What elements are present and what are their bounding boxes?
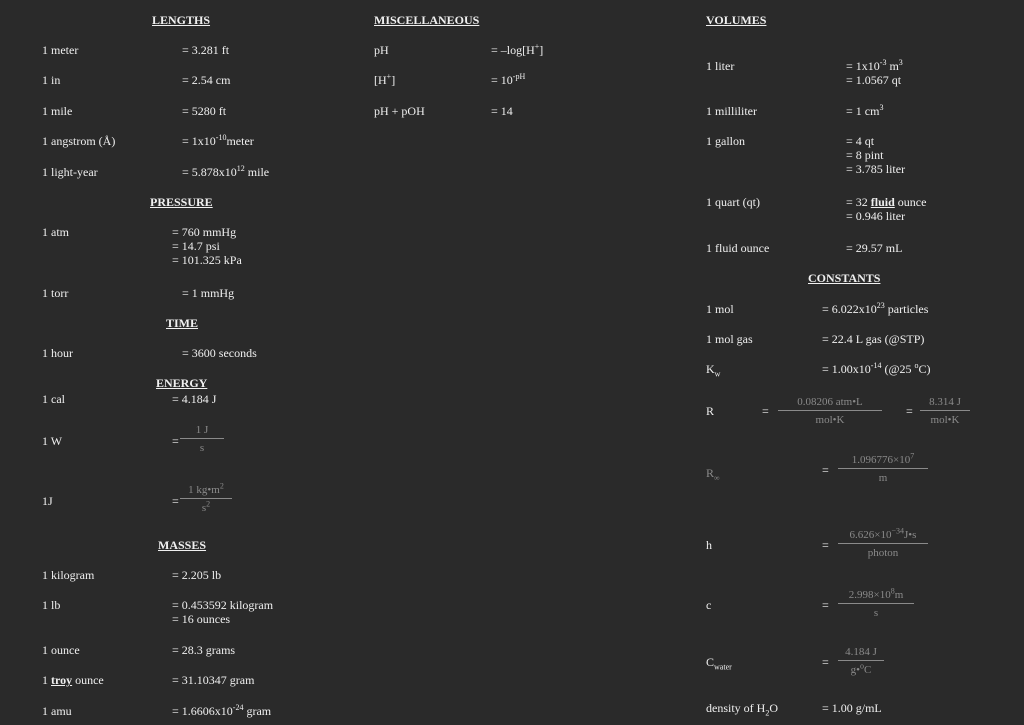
pressure-torr-label: 1 torr bbox=[42, 286, 69, 300]
energy-cal-value: = 4.184 J bbox=[172, 392, 217, 406]
mass-kilogram-label: 1 kilogram bbox=[42, 568, 95, 582]
constant-h-numerator: $6.626\times 10^{-34}J•s$ bbox=[838, 529, 928, 544]
volumes-heading: VOLUMES bbox=[706, 13, 767, 27]
energy-joule-equals: = bbox=[172, 494, 179, 508]
length-inch-value: = 2.54 cm bbox=[182, 73, 231, 87]
volume-liter-qt: = 1.0567 qt bbox=[846, 73, 902, 87]
energy-joule-fraction bbox=[180, 481, 232, 515]
energy-watt-denominator: s bbox=[199, 442, 205, 454]
constant-mol-label: 1 mol bbox=[706, 302, 734, 316]
length-lightyear-label: 1 light-year bbox=[42, 165, 98, 179]
length-mile-value: = 5280 ft bbox=[182, 104, 227, 118]
volume-quart-values bbox=[846, 195, 926, 223]
constant-density-label: density of $H_2O$ bbox=[706, 701, 778, 718]
pressure-atm-kpa: = 101.325 kPa bbox=[172, 253, 242, 267]
misc-hplus-value: = $10^{-pH}$ bbox=[491, 72, 526, 87]
constant-c-numerator: $2.998\times 10^8m$ bbox=[838, 589, 914, 604]
pressure-atm-mmhg: = 760 mmHg bbox=[172, 225, 237, 239]
constant-density-value: = 1.00 g/mL bbox=[822, 701, 882, 715]
constant-rinf-equals: = bbox=[822, 463, 829, 477]
constant-h-denominator: photon bbox=[867, 547, 899, 559]
lengths-heading: LENGTHS bbox=[152, 13, 211, 27]
length-angstrom-value: = $1x10^{-10}meter$ bbox=[182, 133, 254, 148]
pressure-atm-values bbox=[172, 225, 242, 267]
volume-gallon-label: 1 gallon bbox=[706, 134, 745, 148]
constant-cwater-label: $C_{water}$ bbox=[706, 655, 732, 672]
energy-heading: ENERGY bbox=[156, 376, 208, 390]
constant-r-label: R bbox=[706, 404, 715, 418]
mass-kilogram-value: = 2.205 lb bbox=[172, 568, 222, 582]
misc-ph-value: = –log[H+] bbox=[491, 42, 544, 57]
constant-c-fraction bbox=[838, 586, 914, 620]
mass-ounce-label: 1 ounce bbox=[42, 643, 80, 657]
volume-gallon-values bbox=[846, 134, 905, 176]
pressure-heading: PRESSURE bbox=[150, 195, 213, 209]
length-lightyear-value: = $5.878x10^{12}$ mile bbox=[182, 164, 270, 179]
volume-liter-label: 1 liter bbox=[706, 59, 735, 73]
constant-r-fraction-2 bbox=[920, 396, 970, 427]
volume-quart-floz: = 32 fluid ounce bbox=[846, 195, 927, 209]
constant-rinf-label: $R_\infty$ bbox=[706, 466, 720, 483]
constant-kw-label: $K_w$ bbox=[706, 362, 721, 379]
pressure-atm-label: 1 atm bbox=[42, 225, 69, 239]
mass-troy-label: 1 troy ounce bbox=[42, 673, 104, 687]
constant-r-equals-2: = bbox=[906, 404, 913, 418]
time-heading: TIME bbox=[166, 316, 199, 330]
constant-r-numerator-1: 0.08206 atm•L bbox=[778, 396, 882, 411]
length-inch-label: 1 in bbox=[42, 73, 61, 87]
constant-c-denominator: s bbox=[873, 607, 879, 619]
energy-watt-label: 1 W bbox=[42, 434, 63, 448]
volume-floz-label: 1 fluid ounce bbox=[706, 241, 770, 255]
energy-watt-numerator: 1 J bbox=[180, 424, 224, 439]
length-meter-value: = 3.281 ft bbox=[182, 43, 230, 57]
constant-r-denominator-1: mol•K bbox=[815, 414, 845, 426]
mass-pound-label: 1 lb bbox=[42, 598, 61, 612]
constant-h-equals: = bbox=[822, 538, 829, 552]
energy-watt-fraction bbox=[180, 424, 224, 455]
constant-kw-value: = $1.00x10^{-14}$ (@25 $^o$C) bbox=[822, 361, 931, 376]
volume-quart-label: 1 quart (qt) bbox=[706, 195, 760, 209]
energy-joule-denominator: $s^2$ bbox=[201, 499, 211, 514]
constant-cwater-numerator: 4.184 J bbox=[838, 646, 884, 661]
constant-r-denominator-2: mol•K bbox=[930, 414, 960, 426]
mass-troy-value: = 31.10347 gram bbox=[172, 673, 255, 687]
mass-pound-values bbox=[172, 598, 273, 626]
constant-rinf-fraction bbox=[838, 451, 928, 485]
constant-r-numerator-2: 8.314 J bbox=[920, 396, 970, 411]
mass-pound-kg: = 0.453592 kilogram bbox=[172, 598, 274, 612]
misc-heading: MISCELLANEOUS bbox=[374, 13, 480, 27]
volume-ml-value: = 1 $cm^3$ bbox=[846, 103, 884, 118]
constant-r-equals-1: = bbox=[762, 404, 769, 418]
mass-ounce-value: = 28.3 grams bbox=[172, 643, 236, 657]
constant-cwater-equals: = bbox=[822, 655, 829, 669]
constant-rinf-denominator: m bbox=[878, 472, 888, 484]
constant-rinf-numerator: $1.096776\times 10^7$ bbox=[838, 454, 928, 469]
masses-heading: MASSES bbox=[158, 538, 207, 552]
length-meter-label: 1 meter bbox=[42, 43, 79, 57]
constant-mol-value: = $6.022x10^{23}$ particles bbox=[822, 301, 929, 316]
volume-liter-values bbox=[846, 59, 903, 87]
pressure-atm-psi: = 14.7 psi bbox=[172, 239, 220, 253]
time-hour-label: 1 hour bbox=[42, 346, 73, 360]
volume-floz-value: = 29.57 mL bbox=[846, 241, 903, 255]
constant-r-fraction-1 bbox=[778, 396, 882, 427]
volume-ml-label: 1 milliliter bbox=[706, 104, 757, 118]
energy-watt-equals: = bbox=[172, 434, 179, 448]
volume-liter-m3: = $1x10^{-3}$ $m^3$ bbox=[846, 58, 903, 73]
volume-gallon-qt: = 4 qt bbox=[846, 134, 875, 148]
constant-molgas-value: = 22.4 L gas (@STP) bbox=[822, 332, 925, 346]
pressure-torr-value: = 1 mmHg bbox=[182, 286, 235, 300]
volume-quart-liter: = 0.946 liter bbox=[846, 209, 906, 223]
constant-h-label: h bbox=[706, 538, 712, 552]
energy-joule-numerator: 1 $kg•m^2$ bbox=[180, 484, 232, 499]
constant-h-fraction bbox=[838, 526, 928, 560]
mass-pound-ounces: = 16 ounces bbox=[172, 612, 231, 626]
mass-amu-value: = $1.6606x10^{-24}$ gram bbox=[172, 703, 272, 718]
misc-sum-label: pH + pOH bbox=[374, 104, 425, 118]
length-mile-label: 1 mile bbox=[42, 104, 73, 118]
constant-c-label: c bbox=[706, 598, 712, 612]
mass-amu-label: 1 amu bbox=[42, 704, 72, 718]
misc-ph-label: pH bbox=[374, 43, 389, 57]
constants-heading: CONSTANTS bbox=[808, 271, 881, 285]
time-hour-value: = 3600 seconds bbox=[182, 346, 257, 360]
energy-joule-label: 1J bbox=[42, 494, 53, 508]
misc-sum-value: = 14 bbox=[491, 104, 513, 118]
constant-c-equals: = bbox=[822, 598, 829, 612]
constant-cwater-denominator: g•$^o$C bbox=[850, 661, 872, 676]
length-angstrom-label: 1 angstrom (Å) bbox=[42, 134, 116, 148]
volume-gallon-pint: = 8 pint bbox=[846, 148, 884, 162]
constant-molgas-label: 1 mol gas bbox=[706, 332, 753, 346]
misc-hplus-label: [H+] bbox=[374, 72, 396, 87]
volume-gallon-liter: = 3.785 liter bbox=[846, 162, 906, 176]
energy-cal-label: 1 cal bbox=[42, 392, 65, 406]
constant-cwater-fraction bbox=[838, 646, 884, 677]
